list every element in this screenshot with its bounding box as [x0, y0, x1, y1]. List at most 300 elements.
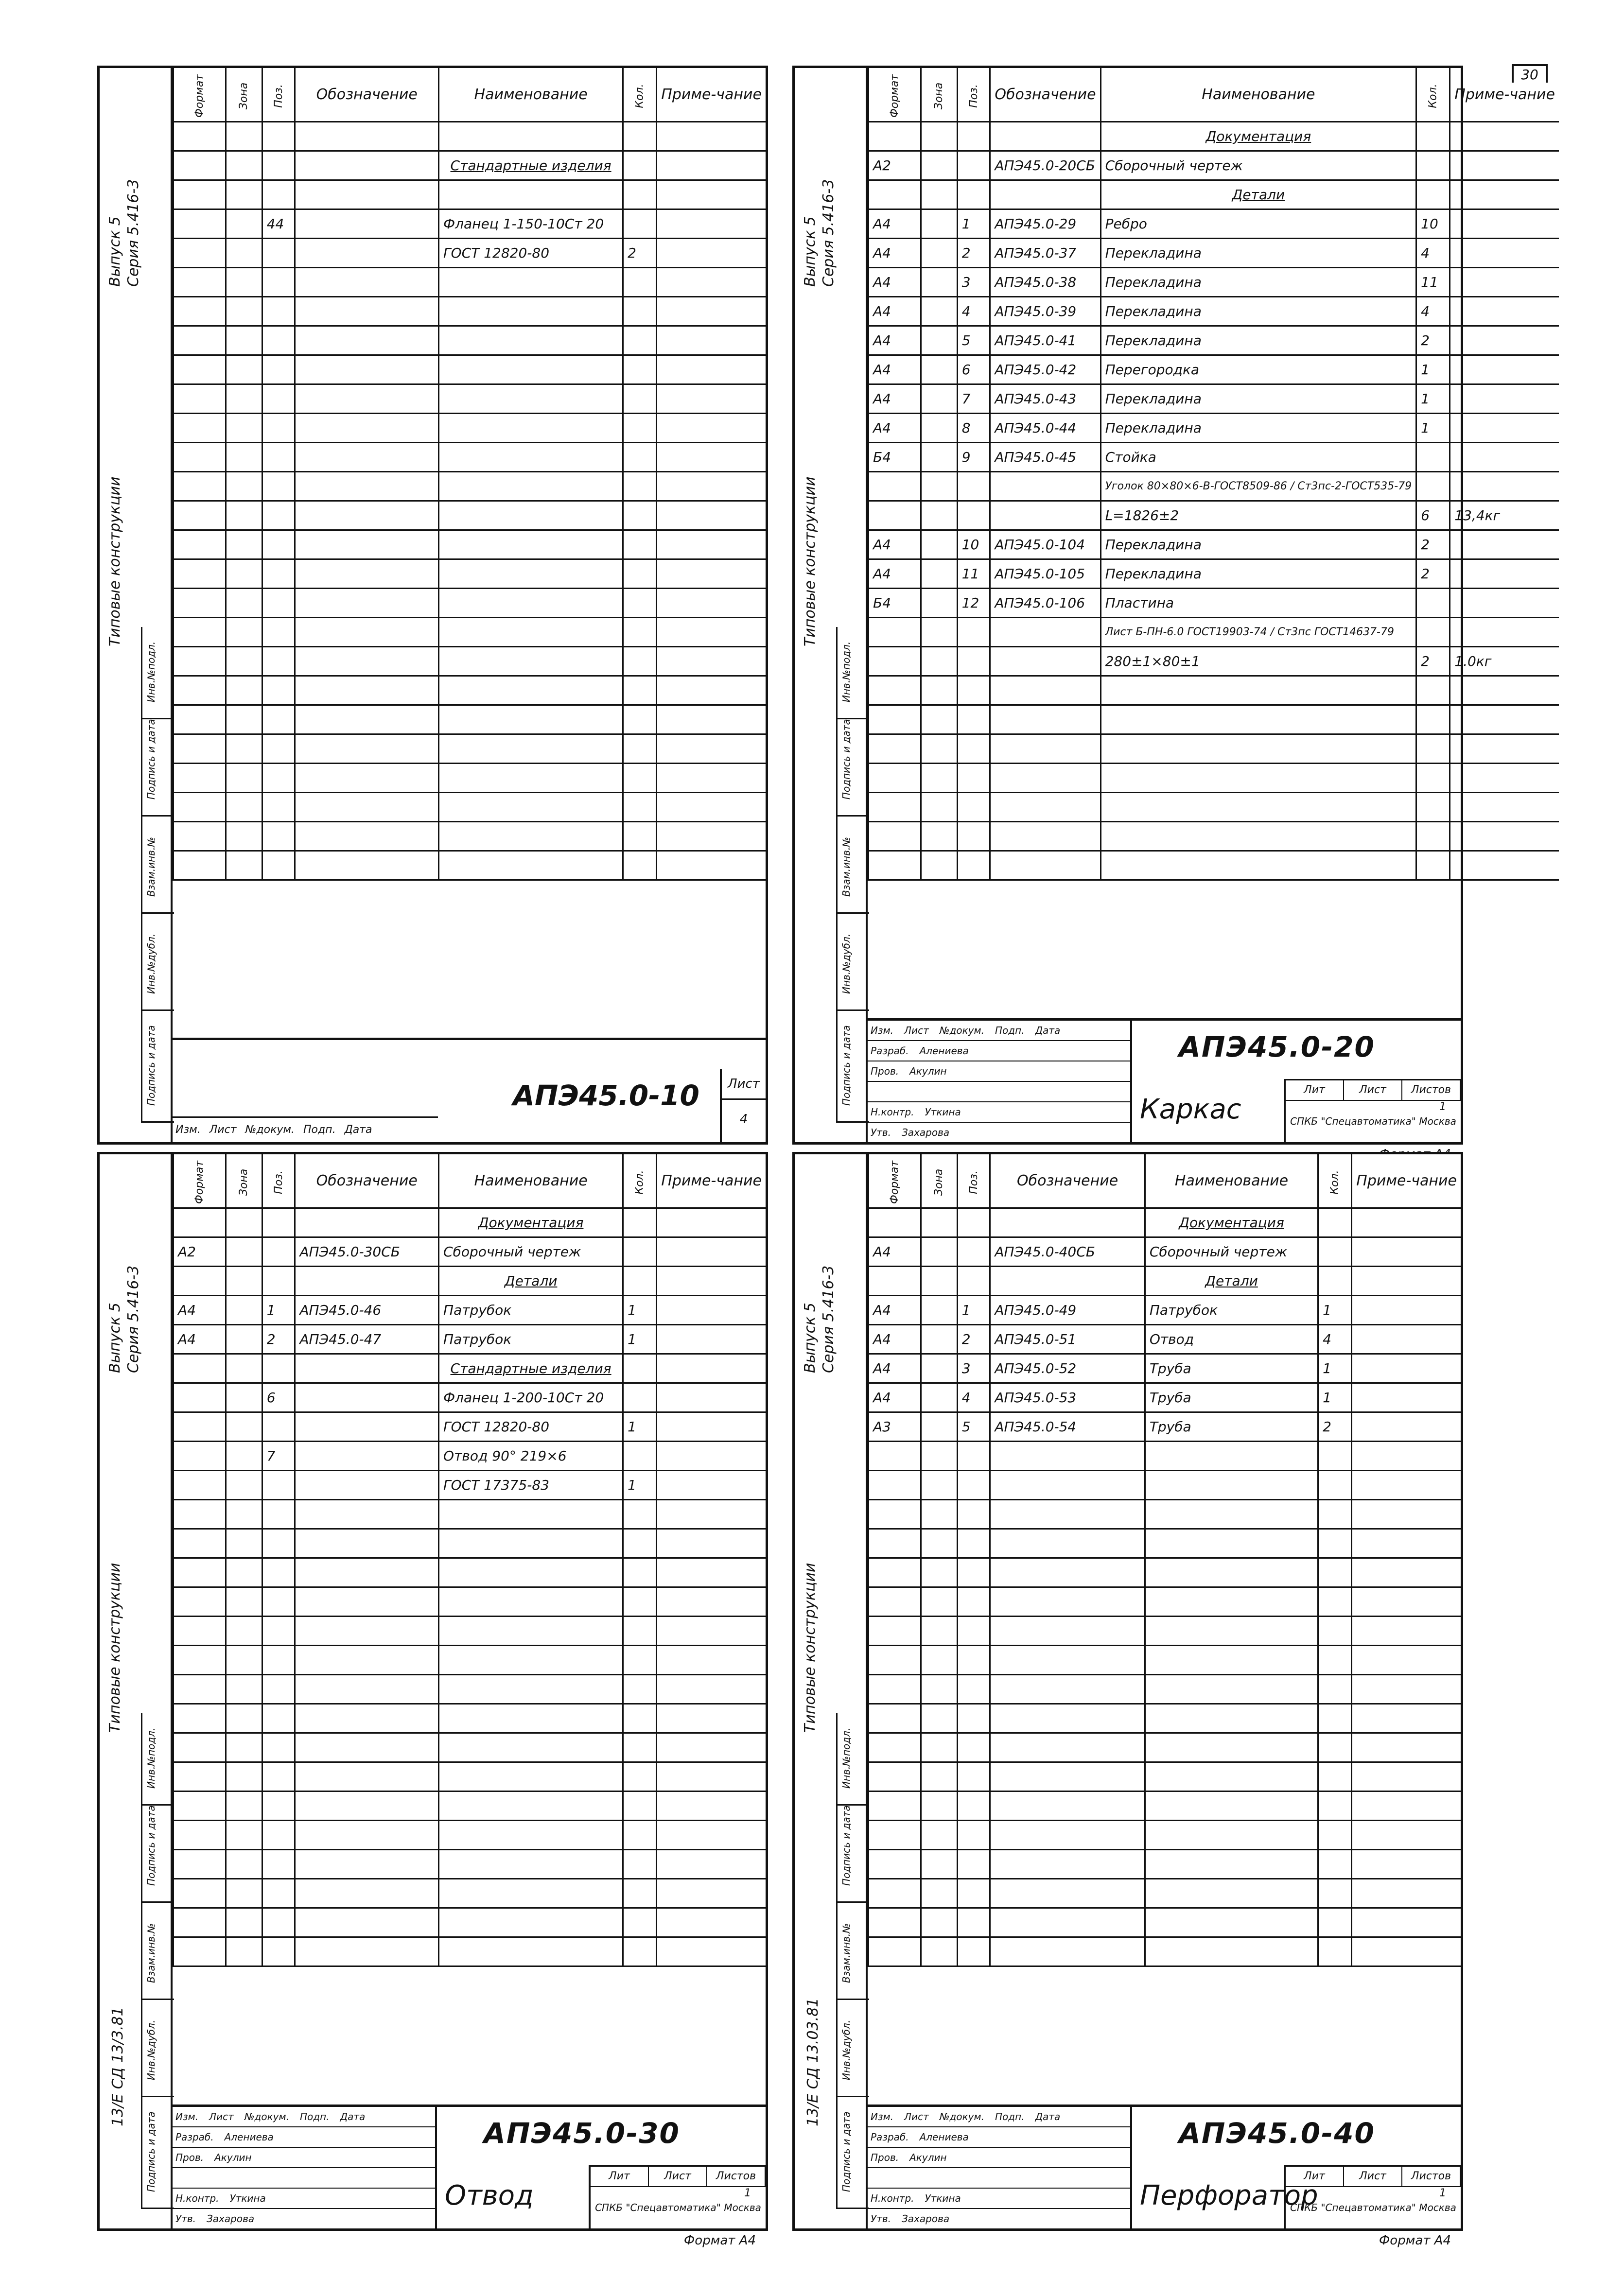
cell-zone	[226, 1645, 262, 1674]
table-row	[869, 384, 1559, 413]
table-row	[869, 1587, 1461, 1616]
cell-pos	[957, 180, 990, 209]
cell-des	[295, 238, 439, 267]
lit-sheets: Листов	[1402, 2167, 1461, 2186]
cell-zone	[921, 821, 957, 851]
cell-des	[295, 705, 439, 734]
cell-name	[439, 1704, 623, 1733]
cell-des	[295, 1849, 439, 1879]
cell-des	[295, 1529, 439, 1558]
header-format-label: Формат	[193, 1160, 206, 1204]
cell-name	[1145, 1733, 1318, 1762]
cell-note	[657, 1704, 766, 1733]
cell-des	[295, 559, 439, 588]
cell-qty	[1416, 821, 1450, 851]
side-box-label: Инв.№дубл.	[145, 2019, 157, 2080]
stamp-grid-row	[173, 2168, 435, 2189]
cell-note	[1352, 1412, 1461, 1441]
table-row	[174, 1470, 766, 1499]
header-zone-label: Зона	[238, 1168, 250, 1196]
cell-pos	[957, 734, 990, 763]
cell-fmt	[869, 1733, 921, 1762]
table-row	[869, 209, 1559, 238]
cell-fmt	[869, 705, 921, 734]
cell-des	[295, 122, 439, 151]
cell-qty	[623, 734, 657, 763]
cell-zone	[921, 559, 957, 588]
org-name: СПКБ "Спецавтоматика" Москва	[595, 2202, 761, 2213]
cell-fmt: А4	[869, 238, 921, 267]
cell-note	[657, 1354, 766, 1383]
table-row	[869, 1237, 1461, 1266]
cell-note	[1450, 180, 1559, 209]
cell-name	[439, 122, 623, 151]
cell-zone	[226, 1266, 262, 1295]
stamp-col-izm: Изм.	[175, 1124, 201, 1136]
cell-zone	[921, 1354, 957, 1383]
cell-des	[295, 1499, 439, 1529]
table-row	[869, 1529, 1461, 1558]
cell-zone	[226, 1383, 262, 1412]
header-note: Приме-чание	[657, 1154, 766, 1208]
cell-pos	[957, 1470, 990, 1499]
cell-qty	[1318, 1237, 1352, 1266]
cell-zone	[226, 442, 262, 471]
cell-des	[295, 851, 439, 880]
stamp-prov: Пров.	[871, 2152, 899, 2163]
cell-fmt	[174, 151, 226, 180]
side-boxes	[836, 1713, 869, 2209]
cell-fmt	[869, 501, 921, 530]
header-designation: Обозначение	[990, 68, 1100, 122]
cell-name	[1100, 821, 1416, 851]
side-series	[797, 160, 865, 646]
header-qty-label: Кол.	[633, 84, 646, 108]
header-zone	[226, 68, 262, 122]
cell-des	[295, 676, 439, 705]
cell-name: Перекладина	[1100, 238, 1416, 267]
doc-number: АПЭ45.0-20	[1179, 1030, 1375, 1063]
cell-qty: 1	[623, 1324, 657, 1354]
side-box-label: Инв.№дубл.	[840, 2019, 852, 2080]
cell-zone	[226, 209, 262, 238]
cell-note	[657, 384, 766, 413]
cell-note	[657, 705, 766, 734]
page-number: 30	[1512, 64, 1548, 83]
table-row	[869, 1383, 1461, 1412]
title-block	[868, 1018, 1461, 1142]
stamp-grid-row	[173, 2127, 435, 2148]
cell-qty	[623, 151, 657, 180]
cell-pos	[957, 1558, 990, 1587]
cell-des: АПЭ45.0-42	[990, 355, 1100, 384]
cell-fmt: А4	[869, 1324, 921, 1354]
table-row	[174, 1704, 766, 1733]
cell-pos: 5	[957, 1412, 990, 1441]
header-pos	[262, 68, 295, 122]
cell-zone	[226, 821, 262, 851]
cell-name: Перекладина	[1100, 296, 1416, 326]
cell-qty	[1318, 1616, 1352, 1645]
header-pos-label: Поз.	[272, 1170, 285, 1194]
side-box-label: Взам.инв.№	[145, 1923, 157, 1983]
cell-note	[1352, 1762, 1461, 1791]
stamp-prov: Пров.	[871, 1065, 899, 1077]
cell-des	[990, 1558, 1145, 1587]
cell-note	[657, 1412, 766, 1441]
table-row	[869, 1908, 1461, 1937]
table-row	[869, 1791, 1461, 1820]
cell-zone	[226, 238, 262, 267]
table-row	[174, 501, 766, 530]
table-row	[869, 326, 1559, 355]
cell-zone	[921, 267, 957, 296]
cell-qty: 4	[1318, 1324, 1352, 1354]
table-row	[174, 1879, 766, 1908]
lit-block	[1284, 2165, 1461, 2230]
cell-pos	[262, 384, 295, 413]
cell-name: 280±1×80±1	[1100, 646, 1416, 676]
cell-pos: 2	[262, 1324, 295, 1354]
table-row	[174, 676, 766, 705]
stamp-grid-row	[868, 2148, 1130, 2168]
cell-pos	[957, 792, 990, 821]
stamp-razrab: Разраб.	[175, 2131, 214, 2143]
table-row	[174, 1295, 766, 1324]
side-boxes	[141, 627, 174, 1123]
cell-name	[1145, 1645, 1318, 1674]
cell-pos	[957, 471, 990, 501]
cell-pos	[262, 1937, 295, 1966]
cell-name: Документация	[439, 1208, 623, 1237]
cell-zone	[921, 1937, 957, 1966]
cell-des	[990, 734, 1100, 763]
lit-values: 1	[1439, 1101, 1446, 1113]
table-row	[174, 821, 766, 851]
table-row	[869, 1645, 1461, 1674]
cell-name	[1100, 705, 1416, 734]
cell-fmt	[869, 676, 921, 705]
stamp-razrab: Разраб.	[871, 2131, 909, 2143]
cell-qty	[1318, 1499, 1352, 1529]
cell-fmt	[174, 1762, 226, 1791]
cell-fmt	[174, 1441, 226, 1470]
stamp-nkontr: Н.контр.	[871, 2192, 914, 2204]
cell-qty	[1416, 151, 1450, 180]
cell-name: Труба	[1145, 1354, 1318, 1383]
cell-pos	[957, 122, 990, 151]
stamp-prov: Пров.	[175, 2152, 204, 2163]
header-pos	[262, 1154, 295, 1208]
cell-fmt	[869, 1762, 921, 1791]
cell-note	[657, 267, 766, 296]
cell-note	[1352, 1295, 1461, 1324]
side-box-label: Подпись и дата	[840, 1025, 852, 1106]
cell-note	[657, 1791, 766, 1820]
cell-zone	[226, 122, 262, 151]
cell-note	[657, 1266, 766, 1295]
cell-name	[439, 296, 623, 326]
cell-qty: 1	[1318, 1383, 1352, 1412]
cell-qty	[1416, 471, 1450, 501]
stamp-grid	[868, 1021, 1132, 1142]
cell-zone	[226, 705, 262, 734]
stamp-grid-row	[868, 1021, 1130, 1041]
cell-note	[1450, 792, 1559, 821]
cell-des	[990, 1762, 1145, 1791]
cell-pos	[262, 267, 295, 296]
cell-name	[439, 442, 623, 471]
cell-note	[657, 646, 766, 676]
cell-note	[1450, 763, 1559, 792]
cell-zone	[921, 501, 957, 530]
cell-fmt	[869, 1849, 921, 1879]
table-row	[174, 1937, 766, 1966]
cell-zone	[921, 530, 957, 559]
cell-note	[1352, 1645, 1461, 1674]
cell-pos	[262, 1616, 295, 1645]
cell-note	[657, 1908, 766, 1937]
cell-name	[439, 1849, 623, 1879]
cell-note	[1352, 1820, 1461, 1849]
cell-zone	[226, 851, 262, 880]
cell-name: Детали	[1100, 180, 1416, 209]
cell-pos	[262, 471, 295, 501]
cell-note	[1450, 734, 1559, 763]
cell-name	[439, 763, 623, 792]
cell-zone	[226, 151, 262, 180]
cell-des	[295, 1616, 439, 1645]
cell-qty: 1	[1416, 413, 1450, 442]
cell-qty: 2	[1416, 326, 1450, 355]
cell-fmt	[174, 617, 226, 646]
cell-qty	[623, 1820, 657, 1849]
cell-des	[990, 1849, 1145, 1879]
cell-qty	[623, 355, 657, 384]
cell-note	[1450, 559, 1559, 588]
cell-des: АПЭ45.0-40СБ	[990, 1237, 1145, 1266]
cell-note	[1450, 326, 1559, 355]
cell-note	[1450, 267, 1559, 296]
cell-des	[295, 588, 439, 617]
cell-note	[657, 559, 766, 588]
cell-pos	[957, 617, 990, 646]
table-row	[174, 1266, 766, 1295]
cell-fmt	[174, 238, 226, 267]
lit-lit: Лит	[1286, 1080, 1344, 1100]
cell-qty	[623, 1733, 657, 1762]
stamp-ndokum: №докум.	[939, 2111, 984, 2122]
cell-zone	[921, 1499, 957, 1529]
stamp-grid-row	[868, 1123, 1130, 1143]
cell-name	[1100, 763, 1416, 792]
cell-des: АПЭ45.0-104	[990, 530, 1100, 559]
cell-qty	[623, 1879, 657, 1908]
cell-des	[990, 1908, 1145, 1937]
cell-fmt	[174, 1499, 226, 1529]
table-row	[174, 151, 766, 180]
cell-des: АПЭ45.0-49	[990, 1295, 1145, 1324]
cell-note	[657, 180, 766, 209]
table-row	[869, 1499, 1461, 1529]
cell-fmt	[869, 821, 921, 851]
cell-fmt	[174, 326, 226, 355]
cell-fmt: А4	[174, 1324, 226, 1354]
cell-pos: 2	[957, 238, 990, 267]
side-series-label: Серия 5.416-3	[820, 1265, 837, 1373]
cell-name	[439, 180, 623, 209]
header-qty-label: Кол.	[1328, 1170, 1341, 1195]
cell-name: Фланец 1-200-10Ст 20	[439, 1383, 623, 1412]
cell-note	[657, 1295, 766, 1324]
cell-zone	[921, 1237, 957, 1266]
cell-des	[990, 471, 1100, 501]
cell-zone	[226, 384, 262, 413]
cell-note	[1352, 1499, 1461, 1529]
spec-sheet-30	[97, 1152, 768, 2248]
side-box	[838, 914, 869, 1011]
stamp-grid-row	[868, 2168, 1130, 2189]
cell-fmt	[174, 1733, 226, 1762]
cell-zone	[921, 1208, 957, 1237]
cell-fmt	[174, 1529, 226, 1558]
cell-zone	[921, 1412, 957, 1441]
cell-name	[439, 1587, 623, 1616]
cell-pos	[262, 588, 295, 617]
cell-note	[657, 151, 766, 180]
cell-note	[1450, 530, 1559, 559]
cell-note	[657, 1937, 766, 1966]
cell-des: АПЭ45.0-46	[295, 1295, 439, 1324]
stamp-grid-row	[868, 1082, 1130, 1102]
cell-des: АПЭ45.0-51	[990, 1324, 1145, 1354]
cell-zone	[226, 267, 262, 296]
cell-pos	[957, 1879, 990, 1908]
cell-pos	[262, 151, 295, 180]
header-qty-label: Кол.	[633, 1170, 646, 1195]
spec-table	[173, 68, 766, 881]
cell-fmt	[869, 1441, 921, 1470]
cell-qty	[1318, 1587, 1352, 1616]
cell-note	[657, 1237, 766, 1266]
doc-number: АПЭ45.0-40	[1179, 2117, 1375, 2150]
cell-fmt	[174, 646, 226, 676]
cell-fmt	[174, 1704, 226, 1733]
side-box-label: Инв.№подл.	[840, 641, 852, 702]
cell-pos: 8	[957, 413, 990, 442]
cell-fmt: А2	[174, 1237, 226, 1266]
cell-name: Стандартные изделия	[439, 1354, 623, 1383]
table-row	[869, 296, 1559, 326]
side-box	[142, 2097, 174, 2209]
cell-zone	[226, 1791, 262, 1820]
table-row	[174, 1616, 766, 1645]
cell-des	[295, 1470, 439, 1499]
cell-fmt	[869, 180, 921, 209]
cell-qty	[1318, 1908, 1352, 1937]
cell-note	[657, 1499, 766, 1529]
cell-pos	[262, 442, 295, 471]
side-box-label: Взам.инв.№	[840, 1923, 852, 1983]
table-row	[174, 705, 766, 734]
table-row	[869, 1616, 1461, 1645]
cell-name	[439, 1879, 623, 1908]
cell-note	[1352, 1849, 1461, 1879]
table-row	[174, 1412, 766, 1441]
cell-qty	[623, 1441, 657, 1470]
table-row	[174, 384, 766, 413]
cell-zone	[921, 413, 957, 442]
table-header-row	[869, 68, 1559, 122]
table-row	[174, 792, 766, 821]
title-block	[868, 2105, 1461, 2228]
title-block	[173, 2105, 766, 2228]
table-row	[869, 1762, 1461, 1791]
cell-qty	[623, 1616, 657, 1645]
table-row	[174, 442, 766, 471]
side-typical: Типовые конструкции	[106, 1563, 123, 1733]
cell-fmt	[869, 792, 921, 821]
stamp-utv_name: Захарова	[901, 1127, 950, 1138]
cell-qty	[623, 1208, 657, 1237]
header-name: Наименование	[1145, 1154, 1318, 1208]
table-row	[174, 238, 766, 267]
cell-note	[1352, 1587, 1461, 1616]
cell-des	[295, 296, 439, 326]
side-box	[838, 1713, 869, 1806]
cell-name	[439, 1733, 623, 1762]
cell-fmt	[174, 384, 226, 413]
table-row	[174, 1587, 766, 1616]
cell-des	[295, 1441, 439, 1470]
cell-pos: 44	[262, 209, 295, 238]
cell-name	[439, 705, 623, 734]
cell-pos	[957, 151, 990, 180]
cell-qty	[1416, 588, 1450, 617]
cell-name	[1145, 1849, 1318, 1879]
cell-pos	[957, 646, 990, 676]
cell-fmt	[174, 851, 226, 880]
cell-pos	[957, 705, 990, 734]
stamp-data: Дата	[340, 2111, 366, 2122]
cell-fmt	[869, 763, 921, 792]
cell-fmt	[869, 1499, 921, 1529]
side-box-label: Инв.№подл.	[145, 1727, 157, 1789]
cell-qty	[1416, 617, 1450, 646]
side-box	[142, 817, 174, 914]
doc-title: Каркас	[1140, 1094, 1241, 1125]
cell-qty	[623, 267, 657, 296]
cell-zone	[921, 1558, 957, 1587]
cell-note	[657, 1383, 766, 1412]
cell-pos: 4	[957, 1383, 990, 1412]
cell-des	[990, 1674, 1145, 1704]
cell-qty	[623, 1558, 657, 1587]
cell-note	[1352, 1616, 1461, 1645]
cell-zone	[226, 1529, 262, 1558]
cell-name	[439, 413, 623, 442]
cell-name: Документация	[1100, 122, 1416, 151]
cell-note	[657, 1849, 766, 1879]
table-row	[869, 763, 1559, 792]
side-box	[142, 627, 174, 719]
cell-fmt	[174, 1266, 226, 1295]
cell-qty	[1416, 442, 1450, 471]
cell-des	[990, 501, 1100, 530]
cell-qty	[623, 326, 657, 355]
cell-zone	[226, 1324, 262, 1354]
cell-name	[439, 1499, 623, 1529]
